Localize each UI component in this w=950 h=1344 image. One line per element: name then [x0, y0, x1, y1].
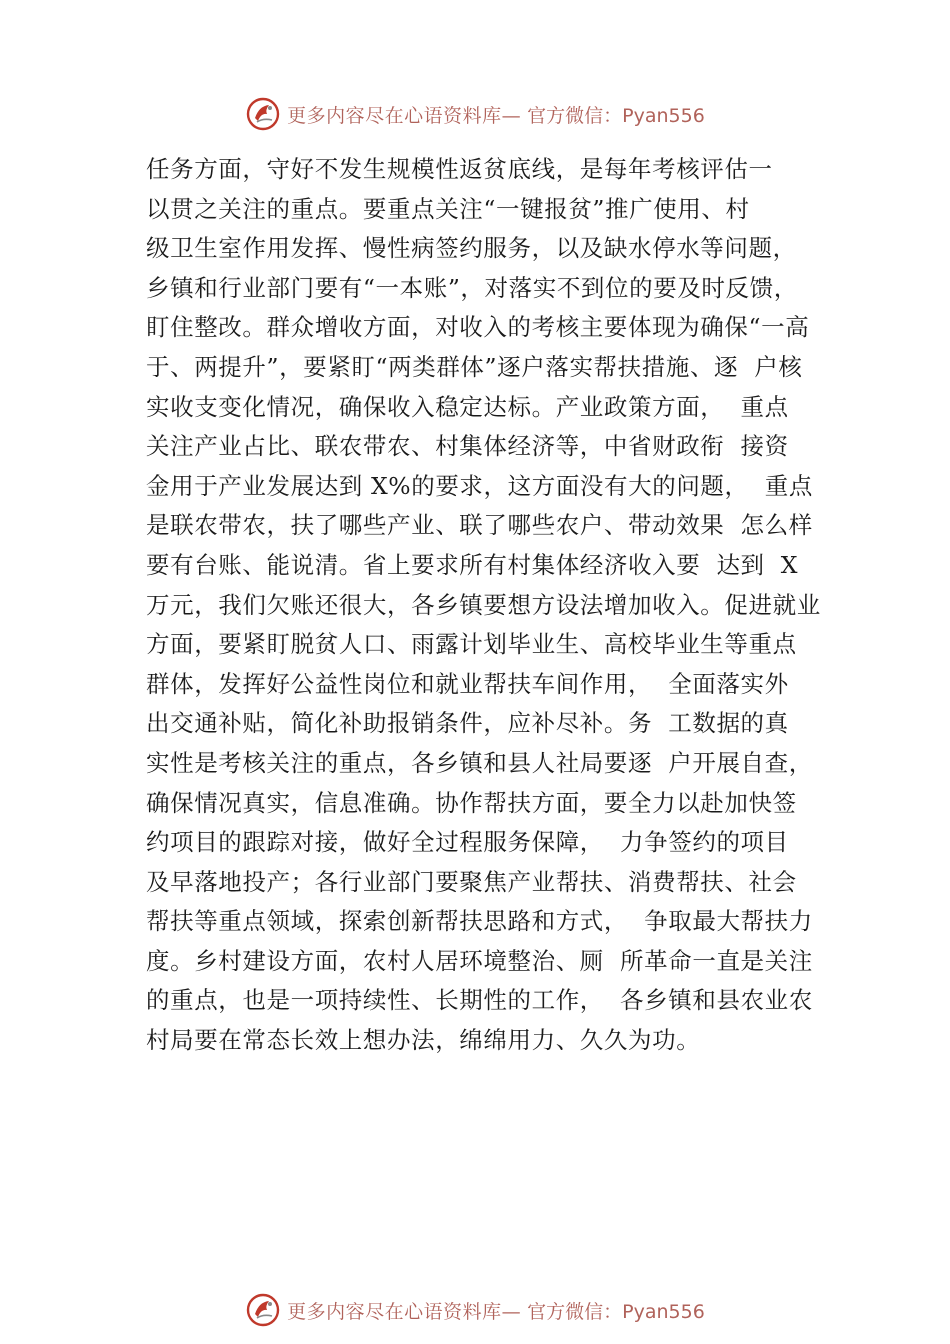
banner-wechat-text: 官方微信：Pyan556 [527, 1300, 705, 1323]
text-line: 是联农带农，扶了哪些产业、联了哪些农户、带动效果 怎么样 [146, 511, 813, 540]
text-line: 群体，发挥好公益性岗位和就业帮扶车间作用， 全面落实外 [146, 669, 789, 698]
logo-icon [245, 96, 281, 132]
banner-wechat-text: 官方微信：Pyan556 [527, 104, 705, 127]
text-line: 任务方面，守好不发生规模性返贫底线，是每年考核评估一 [146, 155, 773, 183]
text-line: 确保情况真实，信息准确。协作帮扶方面，要全力以赴加快签 [146, 788, 797, 817]
text-line: 度。乡村建设方面，农村人居环境整治、厕 所革命一直是关注 [146, 946, 813, 975]
banner-main-text: 更多内容尽在心语资料库— [287, 104, 522, 127]
text-line: 实收支变化情况，确保收入稳定达标。产业政策方面， 重点 [146, 392, 789, 421]
text-line: 于、两提升”，要紧盯“两类群体”逐户落实帮扶措施、逐 户核 [146, 352, 803, 381]
text-line: 的重点，也是一项持续性、长期性的工作， 各乡镇和县农业农 [146, 986, 813, 1015]
logo-icon [245, 1292, 281, 1328]
text-line: 乡镇和行业部门要有“一本账”，对落实不到位的要及时反馈， [146, 273, 798, 302]
text-line: 实性是考核关注的重点，各乡镇和县人社局要逐 户开展自查， [146, 748, 813, 777]
footer-banner [0, 1290, 950, 1330]
text-line: 以贯之关注的重点。要重点关注“一键报贫”推广使用、村 [146, 194, 750, 223]
text-line: 方面，要紧盯脱贫人口、雨露计划毕业生、高校毕业生等重点 [146, 630, 797, 659]
text-line: 帮扶等重点领域，探索创新帮扶思路和方式， 争取最大帮扶力 [146, 907, 813, 936]
text-line: 关注产业占比、联农带农、村集体经济等，中省财政衔 接资 [146, 432, 789, 461]
document-body [146, 150, 836, 1061]
text-line: 要有台账、能说清。省上要求所有村集体经济收入要 达到 X [146, 550, 799, 579]
text-line: 金用于产业发展达到 X%的要求，这方面没有大的问题， 重点 [146, 471, 813, 500]
text-line: 约项目的跟踪对接，做好全过程服务保障， 力争签约的项目 [146, 828, 789, 857]
text-line: 及早落地投产；各行业部门要聚焦产业帮扶、消费帮扶、社会 [146, 867, 797, 896]
text-line: 级卫生室作用发挥、慢性病签约服务，以及缺水停水等问题， [146, 234, 797, 263]
text-line: 盯住整改。群众增收方面，对收入的考核主要体现为确保“一高 [146, 313, 810, 342]
header-banner [0, 94, 950, 134]
text-line: 出交通补贴，简化补助报销条件，应补尽补。务 工数据的真 [146, 709, 789, 738]
text-line: 万元，我们欠账还很大，各乡镇要想方设法增加收入。促进就业 [146, 590, 821, 619]
banner-main-text: 更多内容尽在心语资料库— [287, 1300, 522, 1323]
text-line: 村局要在常态长效上想办法，绵绵用力、久久为功。 [146, 1026, 701, 1055]
